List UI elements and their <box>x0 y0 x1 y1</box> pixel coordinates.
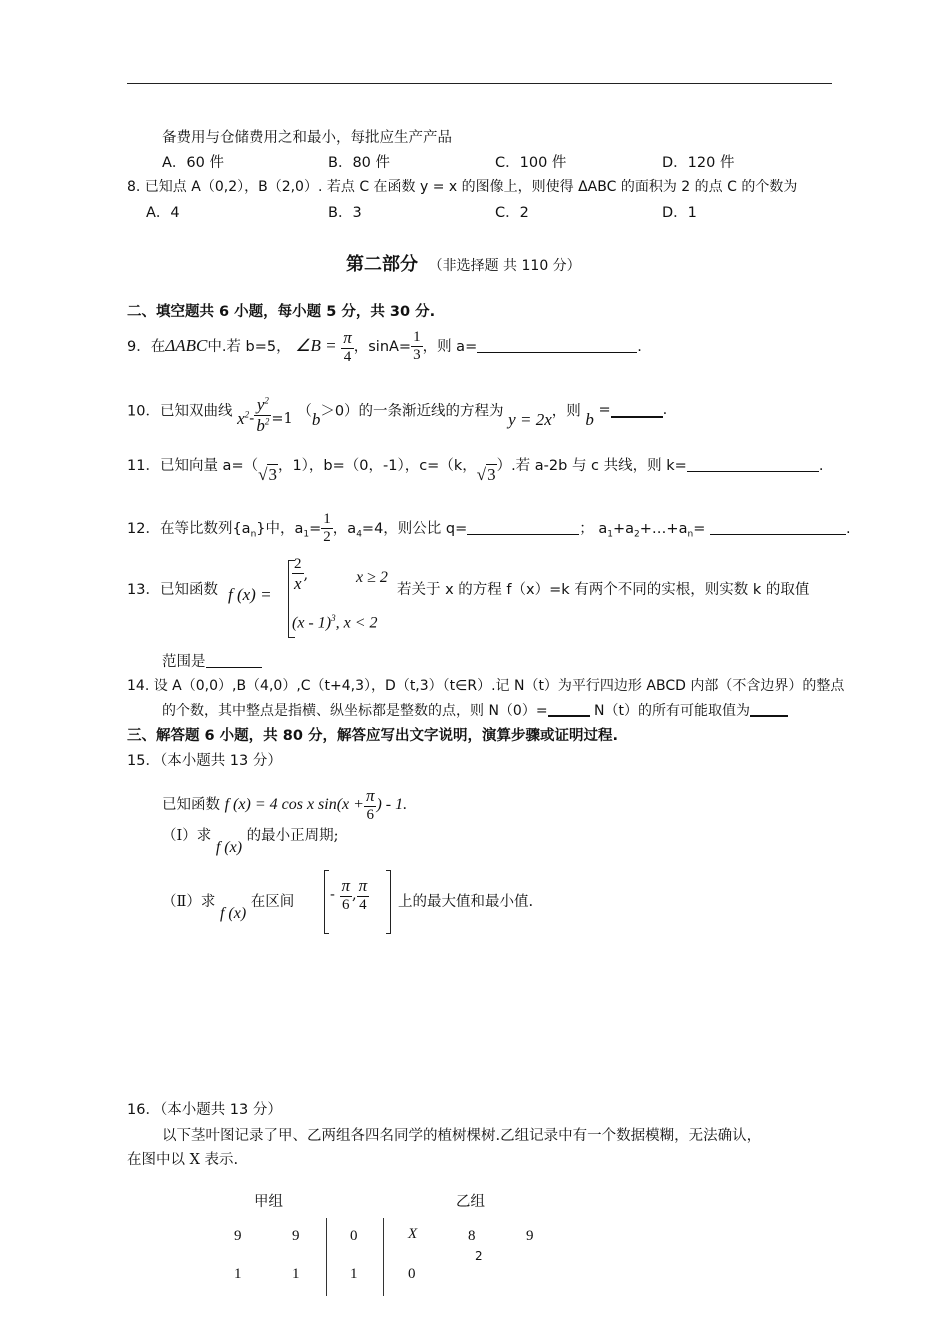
q8-option-c: C．2 <box>495 205 529 221</box>
q8-option-d: D．1 <box>662 205 697 221</box>
q13-tail: 若关于 x 的方程 f（x）=k 有两个不同的实根，则实数 k 的取值 <box>397 582 810 598</box>
q9: 9．在ΔABC中.若 b=5， ∠B = $\frac{\pi}{4}$ ，sinA= $\frac{1}{3}$ ，则 a= . <box>127 328 642 365</box>
q12: 12．在等比数列$\{a_n\}$中，$a_1=$ $\frac{1}{2}$ ，$a_4=4$，则公比 q= ； $a_1+a_2+\dots+a_n=$ . <box>127 511 851 546</box>
stem-left-divider <box>326 1218 327 1296</box>
q15-given: 已知函数 f (x) = 4 cos x sin(x + $\frac{\pi}{6}$ ) - 1. <box>162 786 408 823</box>
q12-one-half: $\frac{1}{2}$ <box>323 511 331 546</box>
stem-row1: 0 <box>350 1228 358 1244</box>
part2-subtitle: （非选择题 共 110 分） <box>428 258 581 274</box>
q16-num: 16．（本小题共 13 分） <box>127 1102 282 1118</box>
leaf-a-row2-2: 1 <box>292 1266 300 1282</box>
header-rule <box>127 83 832 84</box>
q11-answer-blank[interactable] <box>687 457 819 472</box>
q13-range: 范围是 <box>162 650 262 671</box>
q9-one-third: $\frac{1}{3}$ <box>413 329 421 364</box>
q14-nt-blank[interactable] <box>750 701 788 717</box>
q12-sum-blank[interactable] <box>710 520 846 535</box>
q7-option-c: C．100 件 <box>495 155 567 171</box>
leaf-a-row1-2: 9 <box>292 1228 300 1244</box>
leaf-b-row1-x: X <box>408 1226 418 1242</box>
q12-ratio-blank[interactable] <box>467 520 579 535</box>
q9-tail: ，则 a= <box>422 338 478 355</box>
stem-right-divider <box>383 1218 384 1296</box>
q15-interval-right-bracket <box>386 870 391 934</box>
q14-n0-blank[interactable] <box>548 701 590 717</box>
q11-sqrt3-b: √3 <box>476 465 496 484</box>
q14-text: 14. 设 A（0,0）,B（4,0）,C（t+4,3），D（t,3）（t∈R）.记 N（t）为平行四边形 ABCD 内部（不含边界）的整点 <box>127 678 845 694</box>
q9-pi-over-4: $\frac{\pi}{4}$ <box>343 328 352 365</box>
section-2-heading: 二、填空题共 6 小题，每小题 5 分，共 30 分. <box>127 304 436 320</box>
q10-asymptote: y = 2x <box>508 410 552 430</box>
q7-continuation: 备费用与仓储费用之和最小，每批应生产产品 <box>162 130 452 146</box>
q11: 11．已知向量 a=（√3，1），b=（0，-1），c=（k，√3）.若 a-2b 与 c 共线，则 k= . <box>127 458 824 484</box>
q9-triangle: ΔABC <box>165 335 208 355</box>
q16-p2: 在图中以 X 表示. <box>127 1152 239 1168</box>
part2-heading <box>346 250 581 276</box>
q13-case2: (x - 1)$^3$, x < 2 <box>292 613 378 632</box>
q15-part2: （Ⅱ）求 f (x) 在区间 <box>162 894 295 922</box>
q14-cont: 的个数，其中整点是指横、纵坐标都是整数的点，则 N（0）= N（t）的所有可能取值为 <box>162 700 788 720</box>
q8-option-b: B．3 <box>328 205 362 221</box>
leaf-b-row2-1: 0 <box>408 1266 416 1282</box>
q11-sqrt3-a: √3 <box>258 465 277 484</box>
q13-fx: f (x) = <box>228 585 272 604</box>
q8-text: 8. 已知点 A（0,2），B（2,0）. 若点 C 在函数 y = x 的图像上，则使得 ΔABC 的面积为 2 的点 C 的个数为 <box>127 179 798 195</box>
q10-num: 10．已知双曲线 <box>127 403 233 420</box>
section-3-heading: 三、解答题 6 小题，共 80 分，解答应写出文字说明，演算步骤或证明过程. <box>127 728 618 744</box>
q9-num: 9．在 <box>127 338 166 355</box>
q10-answer-blank[interactable] <box>611 402 663 418</box>
q9-angle: ∠B = <box>295 335 337 355</box>
page-number: 2 <box>475 1249 483 1263</box>
q7-option-a: A．60 件 <box>162 155 224 171</box>
q15-num: 15．（本小题共 13 分） <box>127 753 282 769</box>
part2-title: 第二部分 <box>346 254 418 275</box>
q9-answer-blank[interactable] <box>477 338 637 353</box>
q13-answer-blank[interactable] <box>206 653 262 668</box>
group-a-label: 甲组 <box>254 1194 283 1210</box>
leaf-b-row1-3: 9 <box>526 1228 534 1244</box>
q15-part1: （Ⅰ）求 f (x) 的最小正周期; <box>162 828 339 856</box>
q9-mid: 中.若 b=5， <box>207 338 291 355</box>
stem-row2: 1 <box>350 1266 358 1282</box>
q7-option-d: D．120 件 <box>662 155 735 171</box>
q7-option-b: B．80 件 <box>328 155 391 171</box>
q9-sina: ，sinA= <box>353 338 412 355</box>
group-b-label: 乙组 <box>456 1194 485 1210</box>
leaf-a-row2-1: 1 <box>234 1266 242 1282</box>
q15-interval: - $\frac{\pi}{6}$ , $\frac{\pi}{4}$ <box>330 876 368 913</box>
q13-case1-cond: x ≥ 2 <box>356 569 388 586</box>
q16-p1: 以下茎叶图记录了甲、乙两组各四名同学的植树棵树.乙组记录中有一个数据模糊，无法确认， <box>162 1128 762 1144</box>
leaf-a-row1-1: 9 <box>234 1228 242 1244</box>
q8-option-a: A．4 <box>146 205 180 221</box>
q13-case1: $\frac{2}{x}$ , <box>294 556 309 594</box>
q10: 10．已知双曲线 $x^2-$ $\frac{y^2}{b^2}$ =1 （b＞0）的一条渐近线的方程为 y = 2x，则 b = . <box>127 395 668 435</box>
q15-interval-left-bracket <box>324 870 329 934</box>
q13-num: 13．已知函数 <box>127 582 218 598</box>
leaf-b-row1-2: 8 <box>468 1228 476 1244</box>
q15-part2-tail: 上的最大值和最小值. <box>398 894 534 910</box>
q10-fraction: $\frac{y^2}{b^2}$ <box>256 395 270 435</box>
